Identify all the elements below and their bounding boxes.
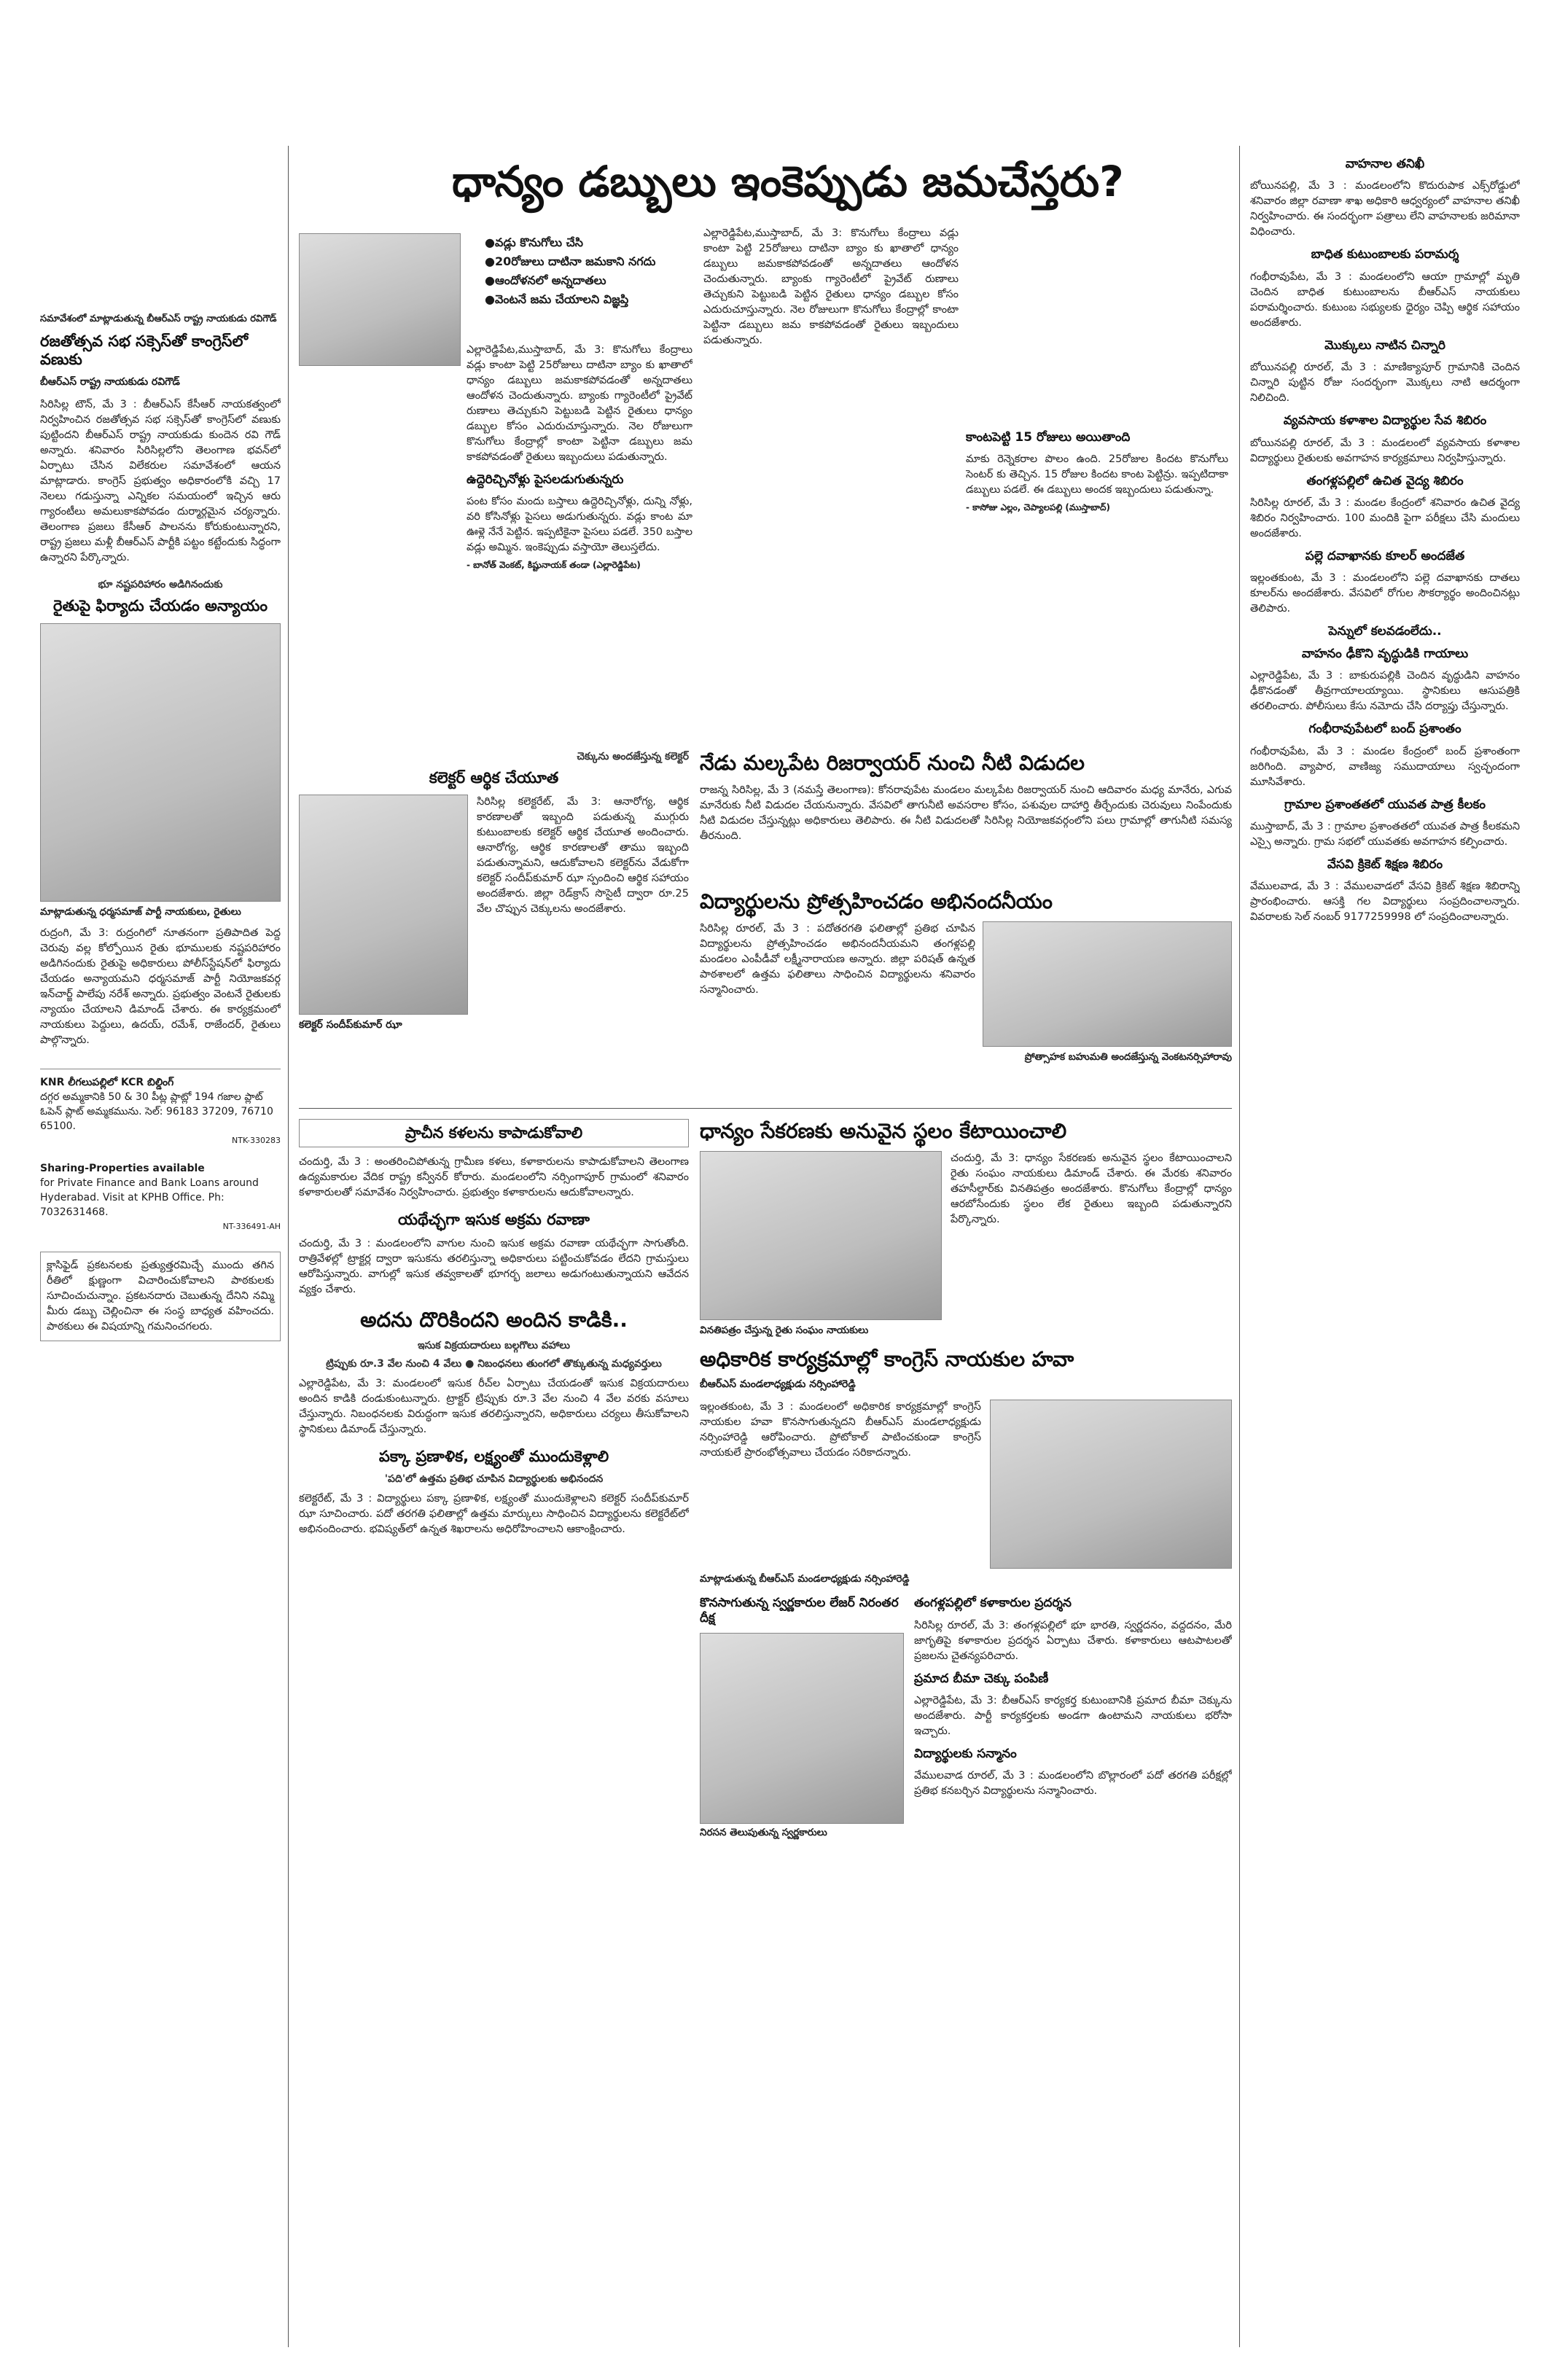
story-headline: అదను దొరికిందని అందిన కాడికి.. <box>360 1308 628 1333</box>
story-body: కలెక్టరేట్, మే 3 : విద్యార్థులు పక్కా ప్రణాళిక, లక్ష్యంతో ముందుకెళ్లాలని కలెక్టర్ సందీప్‌కుమార్ ఝా సూచించారు. పదో తరగతి ఫలితాల్లో ఉత్తమ మార్కులు సాధించిన విద్యార్థులను కలెక్టరేట్‌లో అభినందించారు. భవిష్యత్‌లో ఉన్నత శిఖరాలను అధిరోహించాలని ఆకాంక్షించారు. <box>299 1493 689 1536</box>
quote-byline: - కాసోజు ఎల్లం, చెప్యాలపల్లి (ముస్తాబాద్) <box>966 502 1110 513</box>
story-kicker: భూ నష్టపరిహారం అడిగినందుకు <box>98 579 223 591</box>
story-body: పంట కోసం మందు బస్తాలు ఉద్దెరిచ్చినోళ్లు, దున్ని నోళ్లు, వరి కోసినోళ్లు పైసలు అడుగుతున్నరు. వడ్లు కాంట మా ఊళ్లె నేనే పెట్టిన. ఇప్పటికైనా పైసలు పడలే. 350 బస్తాల వడ్లు అమ్మిన. ఇంకెప్పుడు వస్తాయో తెలుస్తలేదు. <box>467 496 692 554</box>
story-headline: ధాన్యం సేకరణకు అనువైన స్థలం కేటాయించాలి <box>700 1119 1067 1143</box>
classified-notice: క్లాసిఫైడ్ ప్రకటనలకు ప్రత్యుత్తరమిచ్చే ముందు తగిన రీతిలో క్షుణ్ణంగా విచారించుకోవాలని పాఠకులకు సూచించుచున్నాం. ప్రకటనదారు చెబుతున్న దేనిని నమ్మి మీరు డబ్బు చెల్లించినా ఈ సంస్థ బాధ్యత వహించదు. పాఠకులు ఈ విషయాన్ని గమనించగలరు. <box>40 1252 281 1341</box>
story-body: బోయినపల్లి రూరల్, మే 3 : మాణిక్యాపూర్ గ్రామానికి చెందిన చిన్నారి పుట్టిన రోజు సందర్భంగా మొక్కలు నాటి ఆదర్శంగా నిలిచింది. <box>1250 362 1520 405</box>
story-headline: వ్యవసాయ కళాశాల విద్యార్థుల సేవ శిబిరం <box>1283 413 1487 429</box>
story-body: ఎల్లారెడ్డిపేట, మే 3: మండలంలో ఇసుక రీచ్‌ల ఏర్పాటు చేయడంతో ఇసుక విక్రయదారులు అందిన కాడికి దండుకుంటున్నారు. ట్రాక్టర్ ట్రిప్పుకు రూ.3 వేల నుంచి 4 వేల వరకు వసూలు చేస్తున్నారు. నిబంధనలకు విరుద్ధంగా ఇసుక తరలిస్తున్నారని, అధికారులు చర్యలు తీసుకోవాలని స్థానికులు డిమాండ్ చేస్తున్నారు. <box>299 1377 689 1435</box>
farmer-photo <box>299 233 461 366</box>
story-body: చందుర్తి, మే 3 : మండలంలోని వాగుల నుంచి ఇసుక అక్రమ రవాణా యథేచ్ఛగా సాగుతోంది. రాత్రివేళల్లో ట్రాక్టర్ల ద్వారా ఇసుకను తరలిస్తున్నా అధికారులు పట్టించుకోవడం లేదని గ్రామస్తులు ఆరోపిస్తున్నారు. వాగుల్లో ఇసుక తవ్వకాలతో భూగర్భ జలాలు అడుగంటుతున్నాయని ఆవేదన వ్యక్తం చేశారు. <box>299 1238 689 1296</box>
classified-ad <box>40 1161 281 1234</box>
story-kicker: 'పది'లో ఉత్తమ ప్రతిభ చూపిన విద్యార్థులకు అభినందన <box>384 1473 604 1486</box>
story-headline: తంగళ్లపల్లిలో కళాకారుల ప్రదర్శన <box>914 1596 1072 1611</box>
story-body: బోయినపల్లి, మే 3 : మండలంలోని కొదురుపాక ఎక్స్‌రోడ్డులో శనివారం జిల్లా రవాణా శాఖ అధికారి ఆధ్వర్యంలో వాహనాల తనిఖీ నిర్వహించారు. ఈ సందర్భంగా పత్రాలు లేని వాహనాలకు జరిమానా విధించారు. <box>1250 180 1520 238</box>
classified-ad <box>40 1069 281 1148</box>
story-body: సిరిసిల్ల రూరల్, మే 3 : పదోతరగతి ఫలితాల్లో ప్రతిభ చూపిన విద్యార్థులను ప్రోత్సహించడం అభినందనీయమని తంగళ్లపల్లి మండలం ఎంపీడీవో లక్ష్మీనారాయణ అన్నారు. జిల్లా పరిషత్ ఉన్నత పాఠశాలలో ఉత్తమ ఫలితాలు సాధించిన విద్యార్థులను శనివారం సన్మానించారు. <box>700 922 975 996</box>
column-rule <box>1239 146 1240 2347</box>
story-body: ఇల్లంతకుంట, మే 3 : మండలంలో అధికారిక కార్యక్రమాల్లో కాంగ్రెస్ నాయకుల హవా కొనసాగుతున్నదని బీఆర్ఎస్ మండలాధ్యక్షుడు నర్సింహారెడ్డి ఆరోపించారు. ప్రోటోకాల్ పాటించకుండా కాంగ్రెస్ నాయకులే ప్రారంభోత్సవాలు చేయడం సరికాదన్నారు. <box>700 1401 981 1459</box>
photo-caption: మాట్లాడుతున్న ధర్మసమాజ్ పార్టీ నాయకులు, రైతులు <box>40 905 241 918</box>
story-body: ఎల్లారెడ్డిపేట,ముస్తాబాద్, మే 3: కొనుగోలు కేంద్రాలు వడ్లు కాంటా పెట్టి 25రోజులు దాటినా బ్యాం కు ఖాతాలో ధాన్యం డబ్బులు జమకాకపోవడంతో అన్నదాతలు ఆందోళన చెందుతున్నారు. బ్యాంకు గ్యారెంటీలో ప్రైవేట్ రుణాలు తెచ్చుకుని పెట్టుబడి పెట్టిన రైతులు ధాన్యం డబ్బుల కోసం ఎదురుచూస్తున్నారు. నెల రోజులుగా కొనుగోలు కేంద్రాల్లో కాంటా పెట్టినా డబ్బులు జమ కాకపోవడంతో రైతులు ఇబ్బందులు పడుతున్నారు. <box>703 227 959 346</box>
main-headline: ధాన్యం డబ్బులు ఇంకెప్పుడు జమచేస్తరు? <box>452 157 1124 206</box>
story-headline: పక్కా ప్రణాళిక, లక్ష్యంతో ముందుకెళ్లాలి <box>378 1447 609 1465</box>
story-body: ఎల్లారెడ్డిపేట,ముస్తాబాద్, మే 3: కొనుగోలు కేంద్రాలు వడ్లు కాంటా పెట్టి 25రోజులు దాటినా బ్యాం కు ఖాతాలో ధాన్యం డబ్బులు జమకాకపోవడంతో అన్నదాతలు ఆందోళన చెందుతున్నారు. బ్యాంకు గ్యారెంటీలో ప్రైవేట్ రుణాలు తెచ్చుకుని పెట్టుబడి పెట్టిన రైతులు ధాన్యం డబ్బుల కోసం ఎదురుచూస్తున్నారు. నెల రోజులుగా కొనుగోలు కేంద్రాల్లో కాంటా పెట్టినా డబ్బులు జమ కాకపోవడంతో రైతులు ఇబ్బందులు పడుతున్నారు. <box>467 344 692 463</box>
news-photo <box>700 1151 942 1320</box>
collector-story <box>299 751 689 1101</box>
story-headline: అధికారిక కార్యక్రమాల్లో కాంగ్రెస్ నాయకుల హవా <box>700 1346 1074 1371</box>
story-body: ఇల్లంతకుంట, మే 3 : మండలంలోని పల్లె దవాఖానకు దాతలు కూలర్‌ను అందజేశారు. వేసవిలో రోగుల సౌకర్యార్థం అందించినట్లు తెలిపారు. <box>1250 572 1520 615</box>
story-body: బోయినపల్లి రూరల్, మే 3 : మండలంలో వ్యవసాయ కళాశాల విద్యార్థులు రైతులకు అవగాహన కార్యక్రమాలు నిర్వహిస్తున్నారు. <box>1250 437 1520 464</box>
story-body: సిరిసిల్ల టౌన్, మే 3 : బీఆర్ఎస్ కేసీఆర్ నాయకత్వంలో నిర్వహించిన రజతోత్సవ సభ సక్సెస్‌తో కాంగ్రెస్‌లో వణుకు పుట్టిందని బీఆర్ఎస్ రాష్ట్ర నాయకుడు కుందెన రవి గౌడ్ అన్నారు. శనివారం సిరిసిల్లలోని తెలంగాణ భవన్‌లో ఏర్పాటు చేసిన విలేకరుల సమావేశంలో ఆయన మాట్లాడారు. కాంగ్రెస్ ప్రభుత్వం అధికారంలోకి వచ్చి 17 నెలలు గడుస్తున్నా ఎన్నికల సమయంలో ఇచ్చిన ఆరు గ్యారంటీలు అమలుకాకపోవడం దుర్మార్గమైన చర్యన్నారు. తెలంగాణ ప్రజలు కేసీఆర్ పాలనను కోరుకుంటున్నారని, రాష్ట్ర ప్రజలు మళ్లీ బీఆర్ఎస్ పార్టీకి పట్టం కట్టేందుకు సిద్ధంగా ఉన్నారని పేర్కొన్నారు. <box>40 399 281 564</box>
photo-caption: చెక్కును అందజేస్తున్న కలెక్టర్ <box>577 751 689 762</box>
story-body: ఎల్లారెడ్డిపేట, మే 3: బీఆర్ఎస్ కార్యకర్త కుటుంబానికి ప్రమాద బీమా చెక్కును అందజేశారు. పార్టీ కార్యకర్తలకు అండగా ఉంటామని నాయకులు భరోసా ఇచ్చారు. <box>914 1694 1232 1737</box>
story-body: మాకు రెన్నెకరాల పొలం ఉంది. 25రోజుల కిందట కొనుగోలు సెంటర్ కు తెచ్చిన. 15 రోజుల కిందట కాంట పెట్టిన్రు. ఇప్పటిదాకా డబ్బులు పడలే. ఈ డబ్బులు అందక ఇబ్బందులు పడుతున్నా. <box>966 453 1228 496</box>
story-body: చందుర్తి, మే 3 : అంతరించిపోతున్న గ్రామీణ కళలు, కళాకారులను కాపాడుకోవాలని తెలంగాణ ఉద్యమకారుల వేదిక రాష్ట్ర కన్వీనర్ కోరారు. మండలంలోని నర్సింగాపూర్ గ్రామంలో శనివారం కళాకారులతో సమావేశం నిర్వహించారు. ప్రభుత్వం కళాకారులను ఆదుకోవాలన్నారు. <box>299 1156 689 1199</box>
ad-body: దగ్గర అమ్మకానికి 50 & 30 పీట్ల ప్లాట్లో 194 గజాల ప్లాట్ ఓపెన్ ప్లాట్ అమ్మకమును. సెల్: 96183 37209, 76710 65100. <box>40 1090 273 1132</box>
ad-title: Sharing-Properties available <box>40 1162 205 1174</box>
ad-body: for Private Finance and Bank Loans around Hyderabad. Visit at KPHB Office. Ph: 7032631468. <box>40 1177 259 1218</box>
story-headline: వేసవి క్రికెట్ శిక్షణ శిబిరం <box>1327 857 1443 872</box>
subhead: కాంటపెట్టి 15 రోజులు అయితాంది <box>966 430 1131 445</box>
news-photo <box>40 623 281 902</box>
story-headline: కొనసాగుతున్న స్వర్ణకారుల లేజర్ నిరంతర దీక్ష <box>700 1596 899 1626</box>
left-column <box>40 313 281 2354</box>
col3-students <box>700 889 1232 1108</box>
story-headline: గ్రామాల ప్రశాంతతలో యువత పాత్ర కీలకం <box>1284 797 1486 812</box>
story-byline: కలెక్టర్ సందీప్‌కుమార్ ఝా <box>299 1019 402 1031</box>
photo-caption: మాట్లాడుతున్న బీఆర్ఎస్ మండలాధ్యక్షుడు నర్సింహారెడ్డి <box>700 1573 910 1585</box>
story-headline: రైతుపై ఫిర్యాదు చేయడం అన్యాయం <box>53 597 268 615</box>
bullet-point: ● 20రోజులు దాటినా జమకాని నగదు <box>485 254 696 271</box>
story-body: ముస్తాబాద్, మే 3 : గ్రామాల ప్రశాంతతలో యువత పాత్ర కీలకమని ఎస్సై అన్నారు. గ్రామ సభలో యువతకు అవగాహన కల్పించారు. <box>1250 820 1520 848</box>
story-headline: వాహనాల తనిఖీ <box>1345 157 1425 171</box>
right-column <box>1250 157 1520 2351</box>
main-story-col3 <box>703 226 959 736</box>
story-headline: బాధిత కుటుంబాలకు పరామర్శ <box>1311 247 1459 262</box>
story-headline: కలెక్టర్ ఆర్థిక చేయూత <box>429 769 559 787</box>
story-kicker: ఇసుక విక్రయదారులు బల్గగొలు వహాలు <box>417 1339 571 1351</box>
story-body: రాజన్న సిరిసిల్ల, మే 3 (నమస్తే తెలంగాణ): కోనరావుపేట మండలం మల్కపేట రిజర్వాయర్ నుంచి ఆదివారం మధ్య మానేరు, ఎగువ మానేరుకు నీటి విడుదల చేయనున్నారు. వేసవిలో తాగునీటి అవసరాల కోసం, పశువుల దాహార్తి తీర్చేందుకు చెరువులు నింపేందుకు నీటి విడుదల చేస్తున్నట్లు అధికారులు తెలిపారు. ఈ నీటి విడుదలతో సిరిసిల్ల నియోజకవర్గంలోని పలు గ్రామాల్లో తాగునీటి సమస్య తీరనుంది. <box>700 784 1232 842</box>
story-body: గంభీరావుపేట, మే 3 : మండల కేంద్రంలో బంద్ ప్రశాంతంగా జరిగింది. వ్యాపార, వాణిజ్య సముదాయాలు స్వచ్ఛందంగా మూసివేశారు. <box>1250 745 1520 788</box>
story-headline: తంగళ్లపల్లిలో ఉచిత వైద్య శిబిరం <box>1306 473 1464 488</box>
photo-caption: ప్రోత్సాహక బహుమతి అందజేస్తున్న వెంకటనర్సిహారావు <box>1024 1050 1232 1063</box>
mid-column <box>299 1119 689 2344</box>
story-body: సిరిసిల్ల కలెక్టరేట్, మే 3: ఆనారోగ్య, ఆర్థిక కారణాలతో ఇబ్బంది పడుతున్న ముగ్గురు కుటుంబాలకు కలెక్టర్ ఆర్థిక చేయూత అందించారు. ఆనారోగ్య, ఆర్థిక కారణాలతో తాము ఇబ్బంది పడుతున్నామని, ఆదుకోవాలని కలెక్టర్‌ను వేడుకోగా కలెక్టర్ సందీప్‌కుమార్ ఝా స్పందించి ఆర్థిక సహాయం అందజేశారు. జిల్లా రెడ్‌క్రాస్ సొసైటీ ద్వారా రూ.25 వేల చొప్పున చెక్కులను అందజేశారు. <box>477 796 689 916</box>
news-photo <box>990 1400 1232 1569</box>
main-headline-block <box>452 157 1225 222</box>
column-rule <box>288 146 289 2347</box>
story-headline: విద్యార్థులకు సన్మానం <box>914 1746 1017 1761</box>
story-body: సిరిసిల్ల రూరల్, మే 3: తంగళ్లపల్లిలో భూ భారతి, స్వర్ణదనం, వద్దదనం, మేరి జాగృతిపై కళాకారుల ప్రదర్శన ఏర్పాటు చేశారు. కళాకారులు ఆటపాటలతో ప్రజలను చైతన్యపరిచారు. <box>914 1619 1232 1662</box>
story-byline: బీఆర్ఎస్ మండలాధ్యక్షుడు నర్సింహారెడ్డి <box>700 1378 856 1391</box>
horizontal-rule <box>299 1108 1232 1109</box>
story-headline: యథేచ్ఛగా ఇసుక అక్రమ రవాణా <box>397 1211 590 1229</box>
story-body: సిరిసిల్ల రూరల్, మే 3 : మండల కేంద్రంలో శనివారం ఉచిత వైద్య శిబిరం నిర్వహించారు. 100 మందికి పైగా పరీక్షలు చేసి మందులు అందజేశారు. <box>1250 496 1520 539</box>
story-headline: మొక్కులు నాటిన చిన్నారి <box>1324 338 1445 353</box>
photo-caption: సమావేశంలో మాట్లాడుతున్న బీఆర్ఎస్ రాష్ట్ర నాయకుడు రవిగౌడ్ <box>40 313 277 324</box>
ad-code: NTK-330283 <box>232 1135 281 1145</box>
ad-title: KNR లీగలుపల్లిలో KCR బిల్డింగ్ <box>40 1076 174 1088</box>
story-body: రుద్రంగి, మే 3: రుద్రంగిలో నూతనంగా ప్రతిపాదిత పెద్ద చెరువు వల్ల కోల్పోయిన రైతు భూములకు నష్టపరిహారం అడిగినందుకు రైతుపై అధికారులు పోలీస్‌స్టేషన్‌లో ఫిర్యాదు చేయడం అన్యాయమని ధర్మసమాజ్ పార్టీ నియోజకవర్గ ఇన్‌చార్జ్ పాలేపు నరేశ్ అన్నారు. ప్రభుత్వం వెంటనే రైతులకు న్యాయం చేయాలని డిమాండ్ చేశారు. ఈ కార్యక్రమంలో నాయకులు పెద్దులు, ఉదయ్, రమేశ్, రాజేందర్, రైతులు పాల్గొన్నారు. <box>40 926 281 1046</box>
story-byline: బీఆర్ఎస్ రాష్ట్ర నాయకుడు రవిగౌడ్ <box>40 376 180 389</box>
story-headline: ప్రాచీన కళలను కాపాడుకోవాలి <box>299 1119 689 1147</box>
story-headline: గంభీరావుపేటలో బంద్ ప్రశాంతం <box>1308 722 1462 737</box>
story-headline: వాహనం ఢీకొని వృద్ధుడికి గాయాలు <box>1301 646 1469 661</box>
bullet-point: ● వెంటనే జమ చేయాలని విజ్ఞప్తి <box>485 292 696 309</box>
story-headline: విద్యార్థులను ప్రోత్సహించడం అభినందనీయం <box>700 889 1053 913</box>
subhead: ఉద్దెరిచ్చినోళ్లు పైసలడుగుతున్నరు <box>467 472 624 487</box>
quote-byline: - బానోత్ వెంకట్, కిష్టునాయక్ తండా (ఎల్లారెడ్డిపేట) <box>467 560 641 571</box>
story-body: ఎల్లారెడ్డిపేట, మే 3 : బాకురుపల్లికి చెందిన వృద్ధుడిని వాహనం ఢీకొనడంతో తీవ్రగాయాలయ్యాయి. స్థానికులు ఆసుపత్రికి తరలించారు. పోలీసులు కేసు నమోదు చేసి దర్యాప్తు చేస్తున్నారు. <box>1250 670 1520 713</box>
news-photo <box>299 795 468 1015</box>
story-body: చందుర్తి, మే 3: ధాన్యం సేకరణకు అనువైన స్థలం కేటాయించాలని రైతు సంఘం నాయకులు డిమాండ్ చేశారు. ఈ మేరకు శనివారం తహసీల్దార్‌కు వినతిపత్రం అందజేశారు. కొనుగోలు కేంద్రాల్లో ధాన్యం ఆరబోసేందుకు స్థలం లేక రైతులు ఇబ్బంది పడుతున్నారని పేర్కొన్నారు. <box>951 1152 1232 1225</box>
story-headline: నేడు మల్కపేట రిజర్వాయర్ నుంచి నీటి విడుదల <box>700 751 1085 775</box>
news-photo <box>983 921 1232 1047</box>
story-headline: రజతోత్సవ సభ సక్సెస్‌తో కాంగ్రెస్‌లో వణుకు <box>40 332 249 369</box>
story-headline: ప్రమాద బీమా చెక్కు పంపిణీ <box>914 1671 1049 1686</box>
bullet-point: ● వడ్లు కొనుగోలు చేసి <box>485 235 696 252</box>
ad-code: NT-336491-AH <box>222 1221 281 1231</box>
story-body: వేములవాడ, మే 3 : వేములవాడలో వేసవి క్రికెట్ శిక్షణ శిబిరాన్ని ప్రారంభించారు. ఆసక్తి గల విద్యార్థులు సంప్రదించాలన్నారు. వివరాలకు సెల్ నంబర్ 9177259998 లో సంప్రదించాలన్నారు. <box>1250 881 1520 924</box>
story-body: వేములవాడ రూరల్, మే 3 : మండలంలోని బొల్లారంలో పదో తరగతి పరీక్షల్లో ప్రతిభ కనబర్చిన విద్యార్థులను సన్మానించారు. <box>914 1770 1232 1798</box>
main-story-col4 <box>966 226 1228 736</box>
story-body: గంభీరావుపేట, మే 3 : మండలంలోని ఆయా గ్రామాల్లో మృతి చెందిన బాధిత కుటుంబాలను బీఆర్ఎస్ నాయకులు పరామర్శించారు. కుటుంబ సభ్యులకు ధైర్యం చెప్పి ఆర్థిక సహాయం అందజేశారు. <box>1250 270 1520 329</box>
col3-lower <box>700 1119 1232 2344</box>
story-headline: పెన్నులో కలవడంలేదు.. <box>1328 624 1442 639</box>
story-subkicker: ట్రిప్పుకు రూ.3 వేల నుంచి 4 వేలు ● నిబంధనలు తుంగలో తొక్కుతున్న మధ్యవర్తులు <box>326 1357 662 1370</box>
photo-caption: వినతిపత్రం చేస్తున్న రైతు సంఘం నాయకులు <box>700 1324 869 1336</box>
news-photo <box>700 1633 904 1824</box>
main-story-body <box>467 343 692 736</box>
photo-caption: నిరసన తెలుపుతున్న స్వర్ణకారులు <box>700 1826 827 1838</box>
bullet-point: ● ఆందోళనలో అన్నదాతలు <box>485 273 696 290</box>
story-headline: పల్లె దవాఖానకు కూలర్ అందజేత <box>1305 548 1465 563</box>
